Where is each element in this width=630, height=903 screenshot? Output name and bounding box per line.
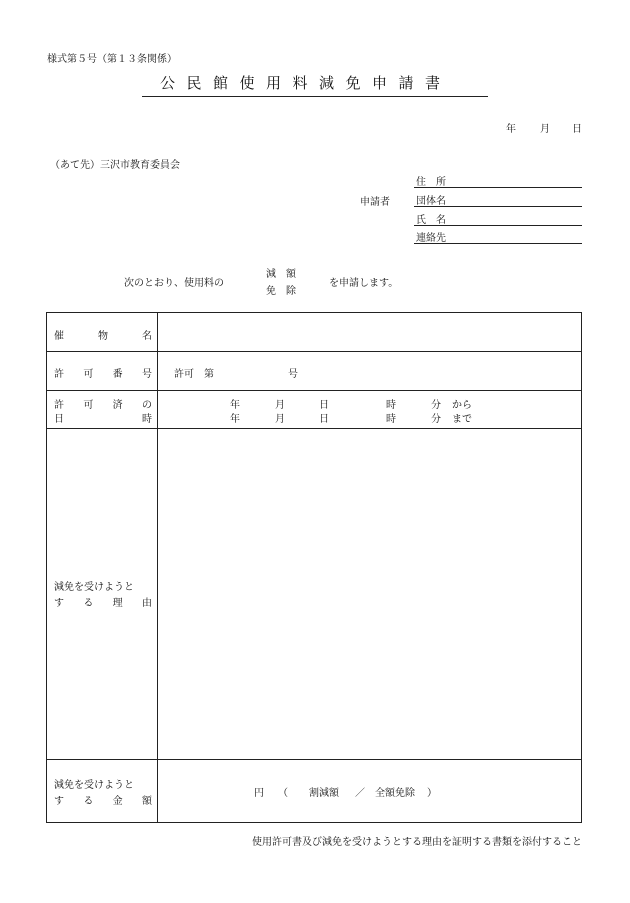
label-char: 額 (141, 796, 152, 807)
row-divider (47, 759, 581, 760)
permit-number-label (54, 365, 152, 380)
from-year: 年 (230, 400, 240, 411)
contact-label: 連絡先 (416, 233, 446, 244)
from-tail: から (452, 400, 472, 411)
label-char: 可 (83, 400, 94, 411)
from-hour: 時 (386, 400, 396, 411)
label-char: 番 (112, 369, 123, 380)
label-char: る (83, 796, 94, 807)
name-label: 氏 名 (416, 215, 446, 226)
label-char: る (83, 598, 94, 609)
to-tail: まで (452, 414, 472, 425)
permitted-datetime-label-2 (54, 410, 152, 425)
amount-slash: ／ (355, 788, 365, 799)
date-day: 日 (572, 124, 582, 135)
addressee: （あて先）三沢市教育委員会 (50, 160, 180, 171)
from-minute: 分 (431, 400, 441, 411)
label-char: 名 (142, 331, 152, 342)
label-char: 済 (112, 400, 123, 411)
application-table (46, 312, 582, 823)
reason-label-1: 減免を受けようと (54, 582, 134, 593)
reason-input[interactable] (165, 435, 575, 753)
event-name-input[interactable] (165, 317, 575, 347)
label-char: 由 (141, 598, 152, 609)
label-char: 物 (98, 331, 108, 342)
to-day: 日 (319, 414, 329, 425)
to-hour: 時 (386, 414, 396, 425)
address-field[interactable] (414, 173, 582, 188)
event-name-label (54, 327, 152, 342)
permit-suffix: 号 (288, 369, 298, 380)
to-year: 年 (230, 414, 240, 425)
label-char: 理 (112, 598, 123, 609)
address-label: 住 所 (416, 177, 446, 188)
to-minute: 分 (431, 414, 441, 425)
contact-field[interactable] (414, 229, 582, 244)
amount-label-1: 減免を受けようと (54, 780, 134, 791)
option-reduction: 減 額 (266, 269, 296, 280)
amount-yen: 円 (254, 788, 264, 799)
label-char: の (141, 400, 152, 411)
option-exemption: 免 除 (266, 286, 296, 297)
label-char: 可 (83, 369, 94, 380)
amount-label-2 (54, 792, 152, 807)
permitted-datetime-label-1 (54, 396, 152, 411)
form-number: 様式第５号（第１３条関係） (47, 54, 177, 65)
from-day: 日 (319, 400, 329, 411)
date-month: 月 (540, 124, 550, 135)
row-divider (47, 390, 581, 391)
permit-prefix: 許可 第 (174, 369, 214, 380)
amount-reduction: 割減額 (309, 788, 339, 799)
label-char: す (54, 796, 64, 807)
reason-label-2 (54, 594, 152, 609)
label-char: す (54, 598, 64, 609)
name-field[interactable] (414, 211, 582, 226)
title-underline (142, 96, 488, 97)
applicant-label: 申請者 (360, 197, 390, 208)
request-suffix: を申請します。 (329, 278, 399, 289)
from-month: 月 (275, 400, 285, 411)
organization-label: 団体名 (416, 196, 446, 207)
row-divider (47, 351, 581, 352)
amount-close-paren: ） (427, 788, 437, 799)
label-char: 日 (54, 414, 64, 425)
row-divider (47, 428, 581, 429)
label-char: 許 (54, 369, 64, 380)
label-char: 許 (54, 400, 64, 411)
request-prefix: 次のとおり、使用料の (124, 278, 224, 289)
label-char: 催 (54, 331, 64, 342)
date-year: 年 (506, 124, 516, 135)
label-char: 金 (112, 796, 123, 807)
label-char: 時 (142, 414, 152, 425)
organization-field[interactable] (414, 192, 582, 207)
amount-full-exemption: 全額免除 (375, 788, 415, 799)
amount-open-paren: （ (278, 788, 288, 799)
footnote: 使用許可書及び減免を受けようとする理由を証明する書類を添付すること (252, 837, 582, 848)
document-title: 公民館使用料減免申請書 (160, 74, 452, 92)
to-month: 月 (275, 414, 285, 425)
label-char: 号 (141, 369, 152, 380)
